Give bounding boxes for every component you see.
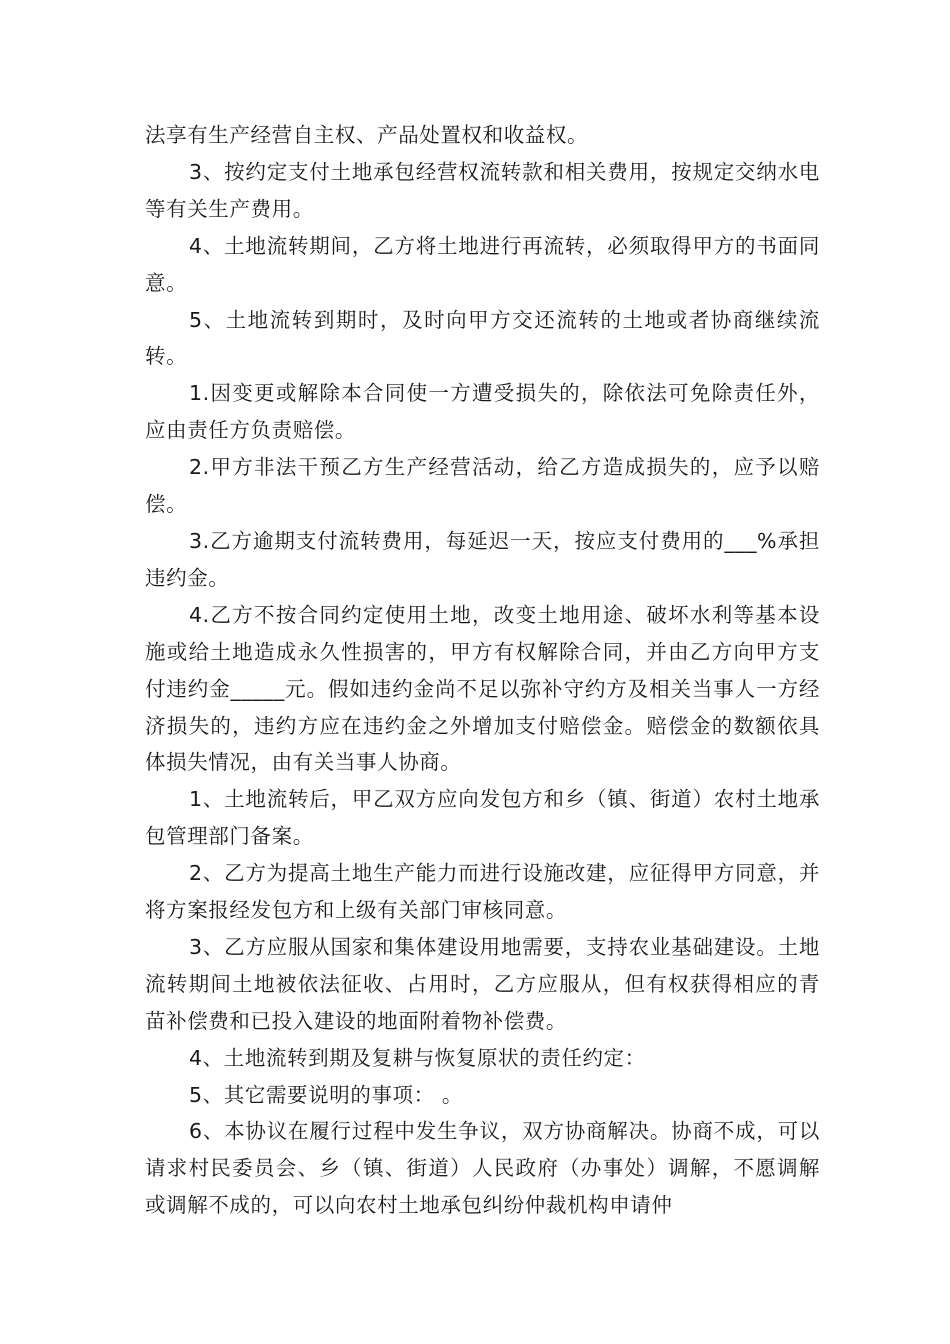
paragraph-liability-1: 1.因变更或解除本合同使一方遭受损失的，除依法可免除责任外，应由责任方负责赔偿。	[145, 381, 820, 443]
paragraph-other-5: 5、其它需要说明的事项： 。	[189, 1082, 463, 1107]
paragraph-obligation-4: 4、土地流转期间，乙方将土地进行再流转，必须取得甲方的书面同意。	[145, 233, 820, 295]
paragraph-other-2: 2、乙方为提高土地生产能力而进行设施改建，应征得甲方同意，并将方案报经发包方和上级有关部门审核同意。	[145, 861, 820, 923]
paragraph-other-1: 1、土地流转后，甲乙双方应向发包方和乡（镇、街道）农村土地承包管理部门备案。	[145, 787, 820, 849]
paragraph-rights-continuation: 法享有生产经营自主权、产品处置权和收益权。	[145, 123, 589, 147]
paragraph-other-4: 4、土地流转到期及复耕与恢复原状的责任约定：	[189, 1045, 646, 1070]
paragraph-obligation-5: 5、土地流转到期时，及时向甲方交还流转的土地或者协商继续流转。	[145, 307, 820, 369]
paragraph-other-6: 6、本协议在履行过程中发生争议，双方协商解决。协商不成，可以请求村民委员会、乡（镇、街道）人民政府（办事处）调解，不愿调解或调解不成的，可以向农村土地承包纠纷仲裁机构申请仲	[145, 1119, 820, 1218]
paragraph-other-3: 3、乙方应服从国家和集体建设用地需要，支持农业基础建设。土地流转期间土地被依法征收、占用时，乙方应服从，但有权获得相应的青苗补偿费和已投入建设的地面附着物补偿费。	[145, 934, 820, 1033]
paragraph-liability-2: 2.甲方非法干预乙方生产经营活动，给乙方造成损失的，应予以赔偿。	[145, 455, 820, 517]
document-body	[145, 117, 820, 1224]
paragraph-liability-4: 4.乙方不按合同约定使用土地，改变土地用途、破坏水利等基本设施或给土地造成永久性损害的，甲方有权解除合同，并由乙方向甲方支付违约金_____元。假如违约金尚不足以弥补守约方及相关当事人一方经济损失的，违约方应在违约金之外增加支付赔偿金。赔偿金的数额依具体损失情况，由有关当事人协商。	[145, 602, 820, 775]
paragraph-liability-3: 3.乙方逾期支付流转费用，每延迟一天，按应支付费用的___%承担违约金。	[145, 528, 820, 590]
paragraph-obligation-3: 3、按约定支付土地承包经营权流转款和相关费用，按规定交纳水电等有关生产费用。	[145, 159, 820, 221]
